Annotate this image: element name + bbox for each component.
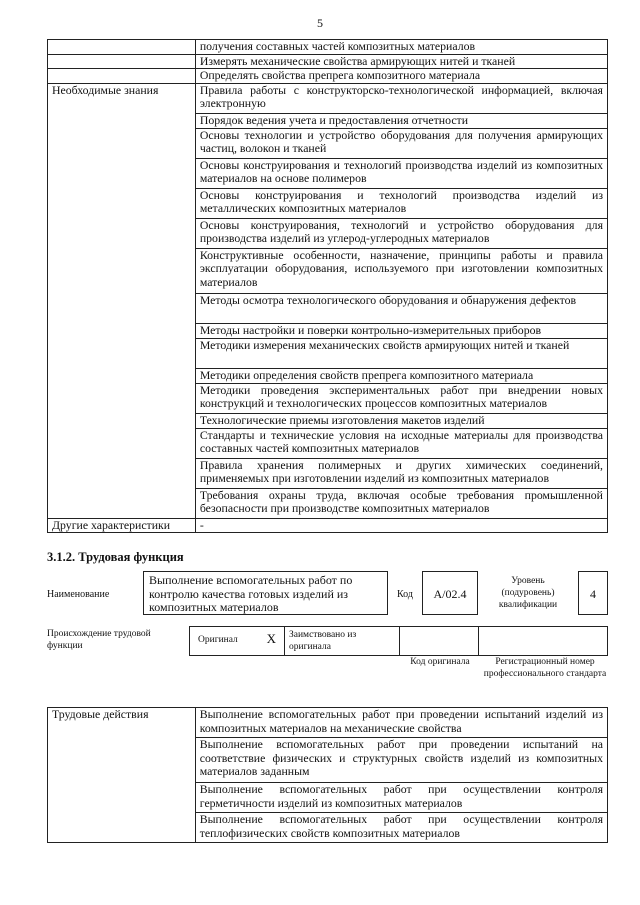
level-label: Уровень (подуровень) квалификации (498, 576, 558, 610)
table-cell: Технологические приемы изготовления макетов изделий (195, 413, 607, 428)
table-cell: Методики измерения механических свойств армирующих нитей и тканей (195, 338, 607, 368)
function-name: Выполнение вспомогательных работ по контролю качества готовых изделий из композитных материалов (143, 571, 388, 615)
other-characteristics-label: Другие характеристики (48, 518, 196, 533)
code-original-box (399, 626, 479, 656)
borrowed-box: Заимствовано из оригинала (284, 626, 400, 656)
table-cell: Выполнение вспомогательных работ при осуществлении контроля герметичности изделий из композитных материалов (195, 783, 607, 813)
reg-number-box (478, 626, 608, 656)
table-cell: получения составных частей композитных материалов (195, 40, 607, 55)
level-value: 4 (578, 571, 608, 615)
knowledge-label: Необходимые знания (48, 83, 196, 518)
page-number: 5 (317, 16, 323, 30)
original-mark: X (266, 631, 276, 646)
table-cell: Порядок ведения учета и предоставления отчетности (195, 113, 607, 128)
other-characteristics-value: - (195, 518, 607, 533)
table-cell: Основы конструирования, технологий и устройство оборудования для производства изделий из углерод-углеродных материалов (195, 218, 607, 248)
original-box (189, 626, 285, 656)
table-cell: Измерять механические свойства армирующих нитей и тканей (195, 54, 607, 69)
table-cell: Основы технологии и устройство оборудования для получения армирующих частиц, волокон и тканей (195, 128, 607, 158)
table-cell: Выполнение вспомогательных работ при проведении испытаний изделий из композитных материалов на механические свойства (195, 708, 607, 738)
origin-label: Происхождение трудовой функции (47, 629, 151, 651)
actions-table (47, 707, 608, 843)
table-cell: Правила хранения полимерных и других химических соединений, применяемых при изготовлении изделий из композитных материалов (195, 458, 607, 488)
table-cell: Выполнение вспомогательных работ при проведении испытаний на соответствие физических и структурных свойств изделий из композитных материалов заданным (195, 738, 607, 783)
code-label: Код (397, 589, 413, 600)
table-cell: Методики определения свойств препрега композитного материала (195, 368, 607, 383)
table-cell: Методы настройки и поверки контрольно-измерительных приборов (195, 323, 607, 338)
table-cell: Стандарты и технические условия на исходные материалы для производства составных частей композитных материалов (195, 428, 607, 458)
table-cell: Требования охраны труда, включая особые требования промышленной безопасности при производстве композитных материалов (195, 488, 607, 518)
table-cell: Определять свойства препрега композитного материала (195, 69, 607, 84)
table-cell: Выполнение вспомогательных работ при осуществлении контроля теплофизических свойств композитных материалов (195, 813, 607, 843)
section-heading: 3.1.2. Трудовая функция (47, 550, 184, 564)
table-cell: Основы конструирования и технологий производства изделий из композитных материалов на основе полимеров (195, 158, 607, 188)
reg-number-label: Регистрационный номер профессионального стандарта (483, 657, 607, 679)
knowledge-table (47, 39, 608, 533)
actions-label: Трудовые действия (48, 708, 196, 843)
table-cell: Методики проведения экспериментальных работ при внедрении новых конструкций и технологических процессов композитных материалов (195, 383, 607, 413)
table-cell: Методы осмотра технологического оборудования и обнаружения дефектов (195, 293, 607, 323)
table-cell: Основы конструирования и технологий производства изделий из металлических композитных материалов (195, 188, 607, 218)
code-original-label: Код оригинала (410, 657, 470, 667)
function-code: А/02.4 (422, 571, 478, 615)
table-cell: Конструктивные особенности, назначение, принципы работы и правила эксплуатации оборудования, используемого при изготовлении композитных материалов (195, 248, 607, 293)
name-label: Наименование (47, 589, 110, 600)
original-label: Оригинал (198, 635, 238, 645)
table-cell: Правила работы с конструкторско-технологической информацией, включая электронную (195, 83, 607, 113)
